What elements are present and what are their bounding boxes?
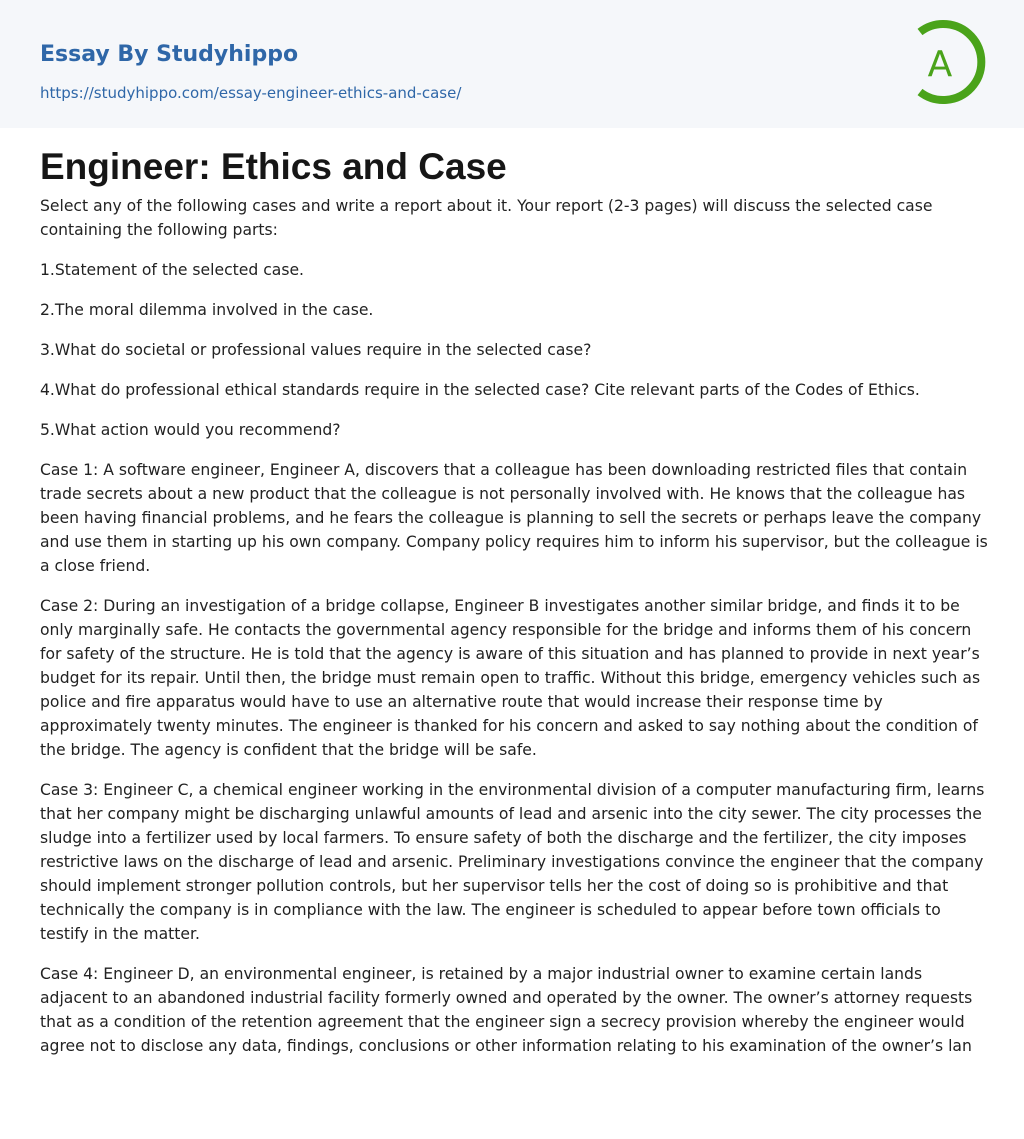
brand-title: Essay By Studyhippo [40,42,299,67]
paragraph: 2.The moral dilemma involved in the case. [40,301,374,319]
essay-body [40,194,988,1074]
paragraph: Select any of the following cases and write a report about it. Your report (2-3 pages) will discuss the selected case containing the following parts: [40,197,933,239]
paragraph: 3.What do societal or professional values require in the selected case? [40,341,592,359]
site-header [0,0,1024,128]
paragraph-case-4: Case 4: Engineer D, an environmental engineer, is retained by a major industrial owner to examine certain lands adjacent to an abandoned industrial facility formerly owned and operated by the owner. The owner’s attorney requests that as a condition of the retention agreement that the engineer sign a secrecy provision whereby the engineer would agree not to disclose any data, findings, conclusions or other information relating to his examination of the owner’s lan [40,965,973,1055]
paragraph: 4.What do professional ethical standards require in the selected case? Cite relevant parts of the Codes of Ethics. [40,381,920,399]
paragraph-case-3: Case 3: Engineer C, a chemical engineer working in the environmental division of a computer manufacturing firm, learns that her company might be discharging unlawful amounts of lead and arsenic into the city sewer. The city processes the sludge into a fertilizer used by local farmers. To ensure safety of both the discharge and the fertilizer, the city imposes restrictive laws on the discharge of lead and arsenic. Preliminary investigations convince the engineer that the company should implement stronger pollution controls, but her supervisor tells her the cost of doing so is prohibitive and that technically the company is in compliance with the law. The engineer is scheduled to appear before town officials to testify in the matter. [40,781,985,943]
svg-text:A: A [927,44,953,85]
paragraph-case-1: Case 1: A software engineer, Engineer A, discovers that a colleague has been downloading restricted files that contain trade secrets about a new product that the colleague is not personally involved with. He knows that the colleague has been having financial problems, and he fears the colleague is planning to sell the secrets or perhaps leave the company and use them in starting up his own company. Company policy requires him to inform his supervisor, but the colleague is a close friend. [40,461,988,575]
page-title: Engineer: Ethics and Case [40,146,507,187]
paragraph: 1.Statement of the selected case. [40,261,305,279]
paragraph-case-2: Case 2: During an investigation of a bridge collapse, Engineer B investigates another similar bridge, and finds it to be only marginally safe. He contacts the governmental agency responsible for the bridge and informs them of his concern for safety of the structure. He is told that the agency is aware of this situation and has planned to provide in next year’s budget for its repair. Until then, the bridge must remain open to traffic. Without this bridge, emergency vehicles such as police and fire apparatus would have to use an alternative route that would increase their response time by approximately twenty minutes. The engineer is thanked for his concern and asked to say nothing about the condition of the bridge. The agency is confident that the bridge will be safe. [40,597,981,759]
studyhippo-logo-icon [908,18,988,106]
essay-url-link[interactable]: https://studyhippo.com/essay-engineer-ethics-and-case/ [40,84,462,102]
paragraph: 5.What action would you recommend? [40,421,341,439]
